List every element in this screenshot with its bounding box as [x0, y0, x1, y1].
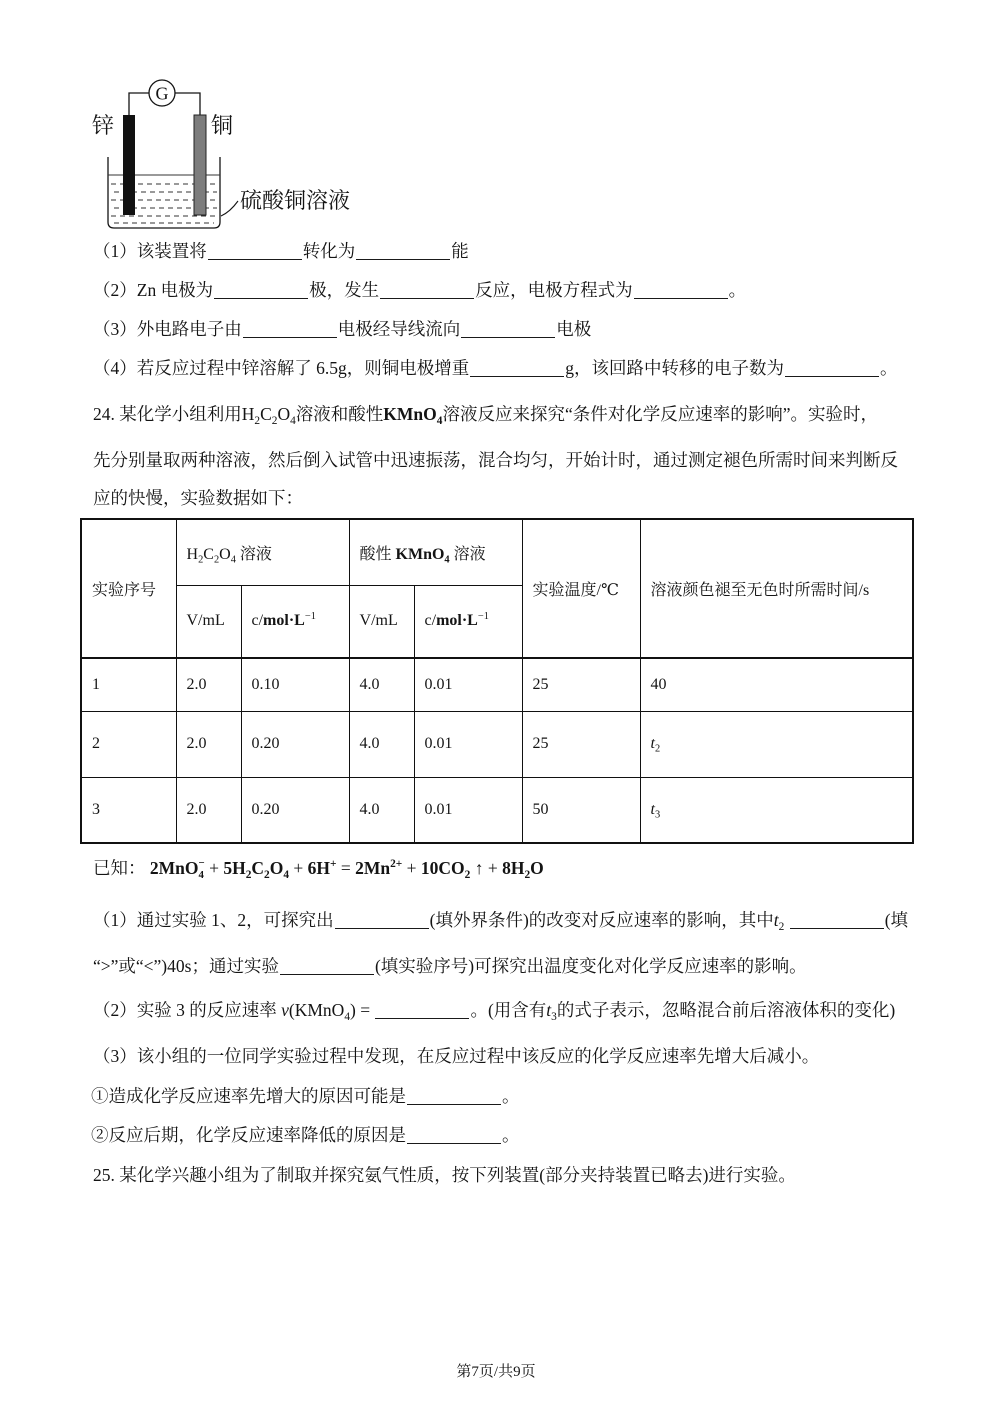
text-run: 溶液 — [449, 545, 486, 563]
page-number: 第7页/共9页 — [456, 1364, 536, 1380]
cell-kmno4-concentration: 0.01 — [414, 711, 522, 777]
subscript: 4 — [283, 868, 290, 881]
bold-text: mol·L — [263, 612, 305, 630]
text-run: O — [277, 404, 291, 424]
italic-symbol: t — [650, 800, 655, 818]
q24-part-1-line-2 — [93, 954, 807, 978]
subscript: 4 — [444, 554, 450, 566]
subscript: 3 — [654, 809, 661, 821]
answer-blank — [407, 1103, 501, 1105]
bold-text: 10CO — [420, 858, 465, 878]
subscript: 2 — [654, 743, 661, 755]
subscript: 2 — [198, 554, 204, 566]
cell-experiment-number: 3 — [81, 777, 176, 843]
text-run: + — [402, 858, 421, 878]
text-run: 。 — [502, 1125, 520, 1145]
prev-question-part-3 — [93, 317, 591, 341]
answer-blank — [375, 1017, 469, 1019]
text-run: （4）若反应过程中锌溶解了 6.5g，则铜电极增重 — [93, 358, 470, 378]
bold-text: KMnO — [395, 545, 445, 563]
cell-decolor-time: 40 — [640, 658, 913, 711]
superscript: + — [330, 858, 337, 871]
text-run: (填外界条件)的改变对反应速率的影响，其中 — [429, 910, 774, 930]
table-row — [81, 777, 913, 843]
prev-question-part-2 — [93, 278, 746, 302]
prev-question-part-4 — [93, 356, 898, 380]
subscript: 2 — [254, 414, 261, 427]
q25-stem: 25. 某化学兴趣小组为了制取并探究氨气性质，按下列装置(部分夹持装置已略去)进行实验。 — [93, 1165, 796, 1185]
bold-text: 8H — [502, 858, 525, 878]
text-run: 的式子表示，忽略混合前后溶液体积的变化) — [556, 1000, 896, 1020]
text-run: c/ — [251, 612, 264, 630]
answer-blank — [470, 375, 564, 377]
text-run: （1）该装置将 — [93, 241, 207, 261]
bold-text: KMnO — [383, 404, 437, 424]
q24-stem-line-1 — [93, 402, 878, 426]
text-run: H — [186, 545, 199, 563]
text-run: 已知： — [93, 858, 150, 878]
cell-h2c2o4-concentration: 0.10 — [241, 658, 349, 711]
text-run: 。 — [880, 358, 898, 378]
italic-symbol: v — [281, 1000, 289, 1020]
superscript: −1 — [304, 611, 316, 623]
cell-decolor-time — [640, 777, 913, 843]
text-run: C — [260, 404, 272, 424]
subscript: 4 — [436, 414, 443, 427]
text-run: 极，发生 — [309, 280, 380, 300]
text-run: 电极 — [556, 319, 592, 339]
superscript: −1 — [477, 611, 489, 623]
text-run: （2）实验 3 的反应速率 — [93, 1000, 282, 1020]
cell-decolor-time — [640, 711, 913, 777]
cell-h2c2o4-volume: 2.0 — [176, 777, 241, 843]
answer-blank — [785, 375, 879, 377]
q24-part-3: （3）该小组的一位同学实验过程中发现，在反应过程中该反应的化学反应速率先增大后减小。 — [93, 1046, 820, 1066]
header-kmno4-volume: V/mL — [349, 585, 414, 658]
text-run: 酸性 — [359, 545, 396, 563]
leader-line — [221, 201, 238, 216]
subscript: 2 — [271, 414, 278, 427]
subscript: 2 — [264, 868, 270, 881]
table-row — [81, 711, 913, 777]
text-run: + — [289, 858, 308, 878]
bold-text: 2Mn — [355, 858, 391, 878]
table-header-row — [81, 519, 913, 585]
superscript: 2+ — [390, 858, 403, 871]
answer-blank — [356, 258, 450, 260]
text-run: 。 — [502, 1086, 520, 1106]
copper-electrode — [194, 115, 206, 215]
cell-kmno4-volume: 4.0 — [349, 777, 414, 843]
header-kmno4-solution — [349, 519, 522, 585]
answer-blank — [243, 336, 337, 338]
subscript: 4 — [230, 554, 236, 566]
header-experiment-number: 实验序号 — [81, 519, 176, 658]
text-run: 能 — [451, 241, 469, 261]
subscript: 3 — [551, 1010, 557, 1023]
answer-blank — [214, 297, 308, 299]
text-run: 。(用含有 — [470, 1000, 547, 1020]
cell-h2c2o4-concentration: 0.20 — [241, 777, 349, 843]
subscript: 4 — [290, 414, 296, 427]
zinc-electrode — [123, 115, 135, 215]
answer-blank — [461, 336, 555, 338]
text-run: （2）Zn 电极为 — [93, 280, 214, 300]
italic-symbol: t — [546, 1000, 552, 1020]
answer-blank — [634, 297, 728, 299]
q24-part-3-item-2 — [91, 1123, 520, 1147]
text-run: C — [203, 545, 214, 563]
prev-question-part-1 — [93, 239, 469, 263]
cell-temperature: 25 — [522, 658, 640, 711]
text-run: “>”或“<”)40s；通过实验 — [93, 956, 279, 976]
text-run: 电极经导线流向 — [337, 319, 461, 339]
text-run: （3）外电路电子由 — [93, 319, 242, 339]
cell-kmno4-concentration: 0.01 — [414, 658, 522, 711]
answer-blank — [407, 1142, 501, 1144]
text-run: 转化为 — [302, 241, 356, 261]
text-run: 溶液反应来探究“条件对化学反应速率的影响”。实验时， — [442, 404, 878, 424]
copper-label: 铜 — [211, 113, 234, 138]
text-run: 。 — [728, 280, 747, 300]
answer-blank — [208, 258, 302, 260]
answer-blank — [380, 297, 474, 299]
cell-kmno4-concentration: 0.01 — [414, 777, 522, 843]
text-run: H — [241, 404, 255, 424]
cell-kmno4-volume: 4.0 — [349, 711, 414, 777]
bold-text: 5H — [223, 858, 246, 878]
cell-experiment-number: 1 — [81, 658, 176, 711]
header-kmno4-concentration — [414, 585, 522, 658]
text-run: （1）通过实验 1、2，可探究出 — [93, 910, 334, 930]
answer-blank — [335, 927, 429, 929]
subscript: 2 — [464, 868, 471, 881]
subscript: 2 — [524, 868, 531, 881]
text-run: g，该回路中转移的电子数为 — [565, 358, 784, 378]
header-h2c2o4-solution — [176, 519, 349, 585]
text-run: 反应，电极方程式为 — [475, 280, 633, 300]
zinc-label: 锌 — [92, 113, 115, 138]
cell-temperature: 25 — [522, 711, 640, 777]
q24-stem-line-3: 应的快慢，实验数据如下： — [93, 488, 303, 508]
subscript: 2 — [778, 920, 785, 933]
bold-text: C — [251, 858, 265, 878]
solution-label: 硫酸铜溶液 — [240, 188, 351, 213]
header-h2c2o4-volume: V/mL — [176, 585, 241, 658]
bold-text: O — [269, 858, 284, 878]
header-temperature: 实验温度/℃ — [522, 519, 640, 658]
header-h2c2o4-concentration — [241, 585, 349, 658]
galvanic-cell-diagram — [0, 0, 380, 240]
cell-temperature: 50 — [522, 777, 640, 843]
q24-part-3-item-1 — [91, 1084, 520, 1108]
answer-blank — [790, 927, 884, 929]
answer-blank — [280, 973, 374, 975]
bold-text: O — [530, 858, 544, 878]
text-run: O — [219, 545, 231, 563]
text-run: (填实验序号)可探究出温度变化对化学反应速率的影响。 — [374, 956, 807, 976]
q24-part-1-line-1 — [93, 908, 908, 932]
text-run: ↑ — [470, 858, 488, 878]
q24-stem-line-2: 先分别量取两种溶液，然后倒入试管中迅速振荡，混合均匀，开始计时，通过测定褪色所需时间来判断反 — [93, 450, 898, 470]
text-run: + — [487, 858, 503, 878]
text-run: ②反应后期，化学反应速率降低的原因是 — [91, 1125, 406, 1145]
text-run: 溶液和酸性 — [295, 404, 384, 424]
text-run: (KMnO — [288, 1000, 345, 1020]
text-run: (填 — [884, 910, 909, 930]
text-run: ) = — [350, 1000, 375, 1020]
subscript: 4 — [344, 1010, 351, 1023]
text-run: = — [336, 858, 356, 878]
galvanometer-label: G — [155, 83, 169, 104]
table-row — [81, 658, 913, 711]
superscript: − — [198, 857, 205, 870]
text-run: 24. 某化学小组利用 — [93, 404, 242, 424]
italic-symbol: t — [650, 735, 655, 752]
cell-h2c2o4-concentration: 0.20 — [241, 711, 349, 777]
text-run: c/ — [424, 612, 437, 630]
text-run — [784, 910, 788, 930]
subscript: 4 — [198, 869, 204, 882]
bold-text: 2MnO — [149, 858, 199, 878]
known-reaction-equation — [93, 856, 544, 880]
bold-text: 6H — [307, 858, 331, 878]
subscript: 2 — [245, 868, 252, 881]
bold-text: mol·L — [436, 612, 478, 630]
cell-kmno4-volume: 4.0 — [349, 658, 414, 711]
italic-symbol: t — [773, 910, 779, 930]
text-run: ①造成化学反应速率先增大的原因可能是 — [91, 1086, 406, 1106]
cell-experiment-number: 2 — [81, 711, 176, 777]
experiment-data-table — [80, 518, 914, 844]
cell-h2c2o4-volume: 2.0 — [176, 658, 241, 711]
subscript: 2 — [213, 554, 220, 566]
q24-part-2 — [93, 998, 895, 1022]
cell-h2c2o4-volume: 2.0 — [176, 711, 241, 777]
header-decolor-time: 溶液颜色褪至无色时所需时间/s — [640, 519, 913, 658]
text-run: 溶液 — [235, 545, 272, 563]
text-run: + — [204, 858, 224, 878]
